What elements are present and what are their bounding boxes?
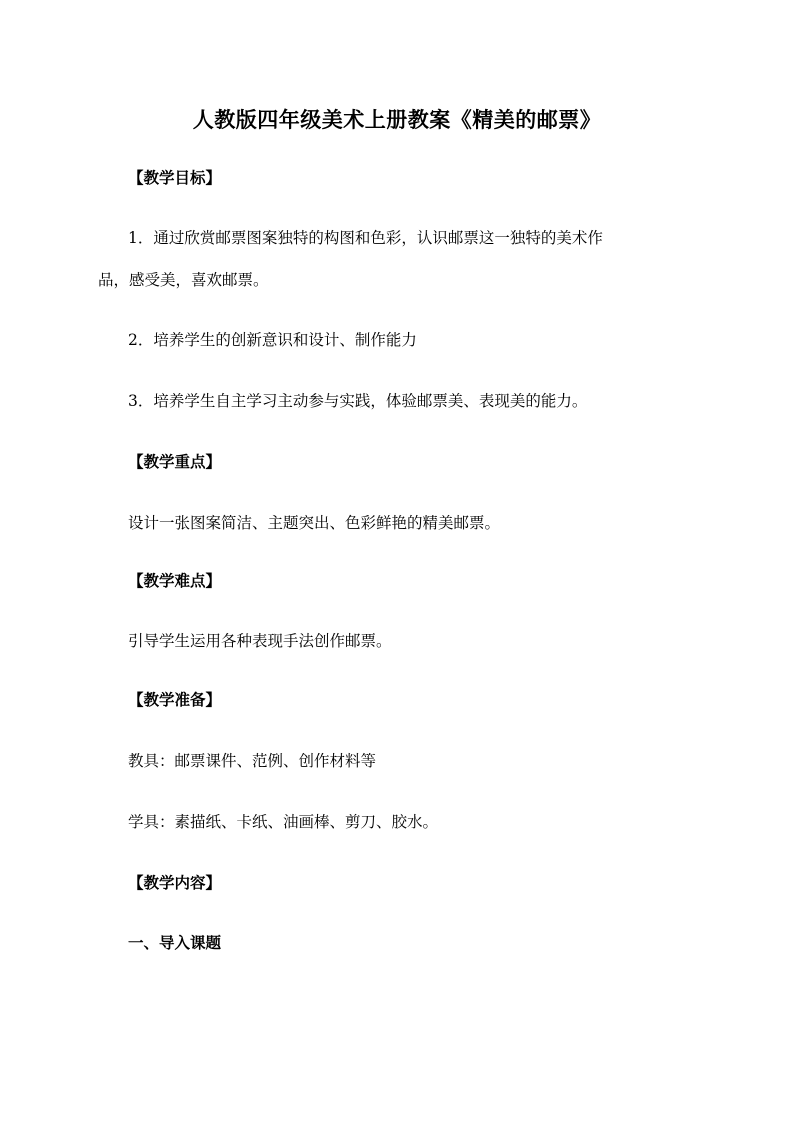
preparation-heading: 【教学准备】 [128, 691, 222, 709]
preparation-student: 学具：素描纸、卡纸、油画棒、剪刀、胶水。 [128, 813, 439, 831]
objectives-heading: 【教学目标】 [128, 169, 222, 187]
document-title: 人教版四年级美术上册教案《精美的邮票》 [192, 108, 602, 132]
objective-1-line-2: 品，感受美，喜欢邮票。 [98, 271, 269, 289]
objective-2: 2．培养学生的创新意识和设计、制作能力 [128, 331, 417, 349]
content-subheading-1: 一、导入课题 [128, 934, 222, 952]
key-points-text: 设计一张图案简洁、主题突出、色彩鲜艳的精美邮票。 [128, 514, 501, 532]
key-points-heading: 【教学重点】 [128, 453, 222, 471]
difficulties-heading: 【教学难点】 [128, 572, 222, 590]
content-heading: 【教学内容】 [128, 874, 222, 892]
objective-1-line-1: 1．通过欣赏邮票图案独特的构图和色彩，认识邮票这一独特的美术作 [128, 229, 603, 247]
preparation-teacher: 教具：邮票课件、范例、创作材料等 [128, 752, 377, 770]
objective-3: 3．培养学生自主学习主动参与实践，体验邮票美、表现美的能力。 [128, 392, 588, 410]
difficulties-text: 引导学生运用各种表现手法创作邮票。 [128, 632, 392, 650]
